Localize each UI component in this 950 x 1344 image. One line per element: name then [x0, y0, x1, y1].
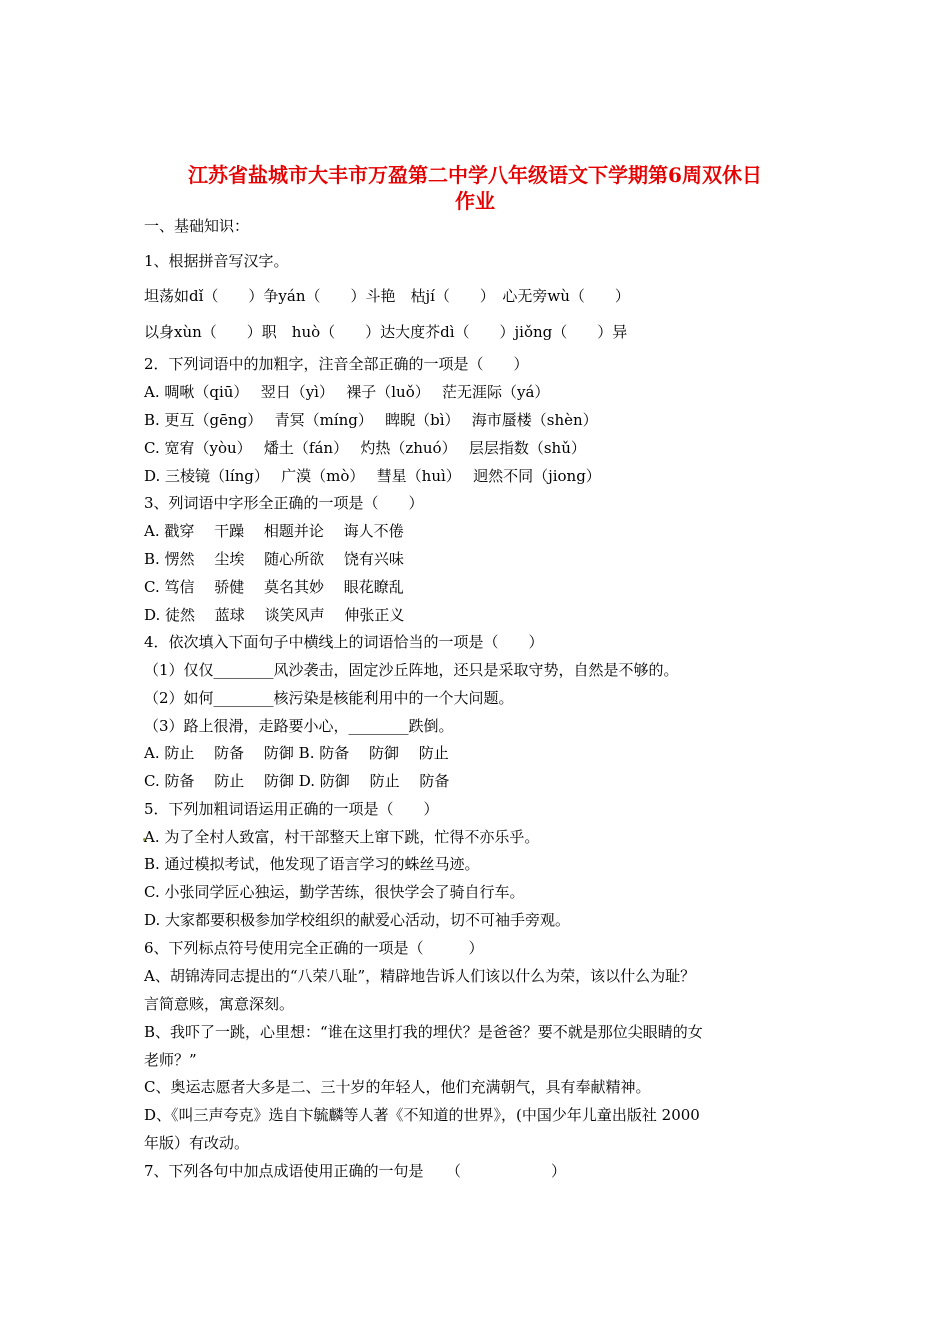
question-4-options-ab: A. 防止 防备 防御 B. 防备 防御 防止 — [144, 744, 449, 762]
question-4-sentence-1: （1）仅仅________风沙袭击，固定沙丘阵地，还只是采取守势，自然是不够的。 — [144, 661, 679, 679]
section-heading: 一、基础知识： — [144, 217, 250, 235]
question-3-option-c: C. 笃信 骄健 莫名其妙 眼花瞭乱 — [144, 578, 404, 596]
question-2-option-b: B. 更互（gēng） 青冥（míng） 睥睨（bì） 海市蜃楼（shèn） — [144, 411, 598, 429]
question-5-option-a: A. 为了全村人致富，村干部整天上窜下跳，忙得不亦乐乎。 — [144, 828, 540, 846]
question-5-option-b: B. 通过模拟考试，他发现了语言学习的蛛丝马迹。 — [144, 855, 480, 873]
question-3-option-d: D. 徒然 蓝球 谈笑风声 伸张正义 — [144, 606, 405, 624]
question-1-prompt: 1、根据拼音写汉字。 — [144, 252, 289, 270]
question-4-sentence-2: （2）如何________核污染是核能利用中的一个大问题。 — [144, 689, 514, 707]
question-5-prompt: 5．下列加粗词语运用正确的一项是（ ） — [144, 800, 439, 818]
question-1-line-1: 坦荡如dǐ（ ）争yán（ ）斗艳 枯jí（ ） 心无旁wù（ ） — [144, 287, 630, 305]
question-6-prompt: 6、下列标点符号使用完全正确的一项是（ ） — [144, 939, 484, 957]
question-2-option-d: D. 三棱镜（líng） 广漠（mò） 彗星（huì） 迥然不同（jiong） — [144, 467, 601, 485]
question-2-option-a: A. 啁啾（qiū） 翌日（yì） 裸子（luǒ） 茫无涯际（yá） — [144, 383, 550, 401]
question-3-option-b: B. 愣然 尘埃 随心所欲 饶有兴味 — [144, 550, 404, 568]
question-5-option-d: D. 大家都要积极参加学校组织的献爱心活动，切不可袖手旁观。 — [144, 911, 571, 929]
question-7-prompt: 7、下列各句中加点成语使用正确的一句是 （ ） — [144, 1162, 567, 1180]
question-4-sentence-3: （3）路上很滑，走路要小心，________跌倒。 — [144, 717, 454, 735]
question-6-option-c: C、奥运志愿者大多是二、三十岁的年轻人，他们充满朝气，具有奉献精神。 — [144, 1078, 651, 1096]
question-6-option-b-line-2: 老师？” — [144, 1051, 197, 1069]
question-6-option-b-line-1: B、我吓了一跳，心里想：“谁在这里打我的埋伏？是爸爸？要不就是那位尖眼睛的女 — [144, 1023, 703, 1041]
document-title-line-2: 作业 — [455, 189, 495, 213]
question-6-option-a-line-2: 言简意赅，寓意深刻。 — [144, 995, 295, 1013]
question-2-option-c: C. 宽宥（yòu） 燔土（fán） 灼热（zhuó） 层层指数（shǔ） — [144, 439, 586, 457]
question-3-prompt: 3、列词语中字形全正确的一项是（ ） — [144, 494, 424, 512]
question-5-option-c: C. 小张同学匠心独运，勤学苦练，很快学会了骑自行车。 — [144, 883, 525, 901]
question-6-option-d-line-1: D、《叫三声夸克》选自卞毓麟等人著《不知道的世界》，(中国少年儿童出版社 2000 — [144, 1106, 700, 1124]
document-title-line-1: 江苏省盐城市大丰市万盈第二中学八年级语文下学期第6周双休日 — [188, 163, 762, 187]
question-3-option-a: A. 戳穿 干躁 相题并论 诲人不倦 — [144, 522, 404, 540]
question-2-prompt: 2．下列词语中的加粗字，注音全部正确的一项是（ ） — [144, 355, 529, 373]
question-4-options-cd: C. 防备 防止 防御 D. 防御 防止 防备 — [144, 772, 450, 790]
question-1-line-2: 以身xùn（ ）职 huò（ ）达大度芥dì（ ）jiǒng（ ）异 — [144, 323, 628, 341]
question-4-prompt: 4．依次填入下面句子中横线上的词语恰当的一项是（ ） — [144, 633, 544, 651]
question-6-option-a-line-1: A、胡锦涛同志提出的“八荣八耻”，精辟地告诉人们该以什么为荣，该以什么为耻？ — [144, 967, 696, 985]
question-6-option-d-line-2: 年版）有改动。 — [144, 1134, 250, 1152]
